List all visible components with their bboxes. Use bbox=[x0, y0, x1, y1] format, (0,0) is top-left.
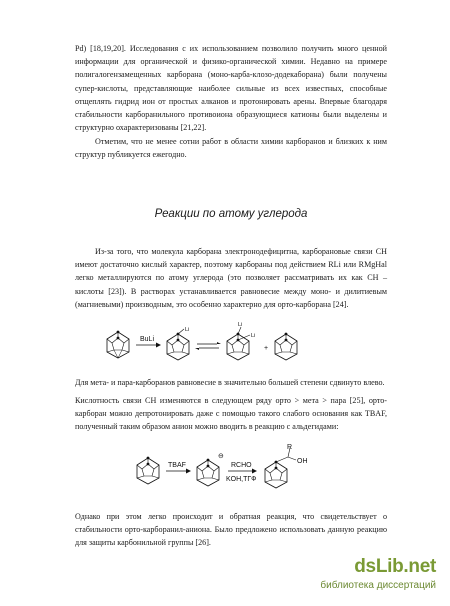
equilibrium-arrows-icon bbox=[195, 342, 221, 350]
conditions-label: KOH,ТГФ bbox=[226, 476, 257, 483]
text-line: супер-кислоты, представляющие наиболее сильные из всех известных, способные bbox=[75, 83, 387, 93]
text-line: стабильности карборанильного противоиона образующиеся катионы были выделены и bbox=[75, 110, 387, 120]
reaction-arrow-icon bbox=[166, 469, 191, 474]
lithium-label: Li bbox=[238, 322, 243, 328]
text-line: Pd) [18,19,20]. Исследования с их использованием позволило получить много ценной bbox=[75, 44, 387, 53]
text-line: легко металлируются по атому углерода (это позволяет рассматривать их как CH – bbox=[75, 273, 387, 283]
plus-sign: + bbox=[264, 345, 269, 352]
scheme-lithiation bbox=[100, 318, 300, 368]
reagent-label: TBAF bbox=[168, 462, 186, 469]
anion-charge-label: ⊖ bbox=[218, 453, 224, 460]
watermark-subtitle: библиотека диссертаций bbox=[320, 580, 436, 591]
text-line: информации для органической и физико-органической химии. Недавно на примере bbox=[75, 57, 387, 67]
carborane-icon bbox=[167, 329, 189, 360]
text-line: полученный таким образом анион можно вводить в реакцию с альдегидами: bbox=[75, 422, 339, 432]
watermark-logo: dsLib.net bbox=[354, 556, 436, 577]
paragraph-annual bbox=[75, 135, 387, 161]
paragraph-intro bbox=[75, 42, 387, 134]
carborane-icon bbox=[265, 448, 296, 488]
text-line: для защиты карбонильной группы [26]. bbox=[75, 538, 211, 548]
reagent-label: BuLi bbox=[140, 336, 155, 343]
text-line: Отметим, что не менее сотни работ в области химии карборанов и близких к ним bbox=[95, 137, 387, 146]
reagent-label: RCHO bbox=[231, 462, 252, 469]
scheme-aldehyde bbox=[130, 444, 330, 494]
paragraph-acidity bbox=[75, 394, 387, 434]
carborane-icon bbox=[107, 331, 129, 358]
reaction-arrow-icon bbox=[136, 343, 161, 348]
carborane-icon bbox=[275, 333, 297, 360]
lithium-label: Li bbox=[185, 327, 190, 333]
text-line: отщеплять гидрид ион от простых алканов и протонировать арены. Впервые благодаря bbox=[75, 96, 387, 106]
paragraph-reverse bbox=[75, 510, 387, 550]
text-line: кислоты [23]). В растворах устанавливается равновесие между моно- и дилитиевым bbox=[75, 286, 387, 296]
text-line: карборан можно депротонировать даже с помощью такого слабого основания как TBAF, bbox=[75, 409, 387, 419]
paragraph-metalation bbox=[75, 245, 387, 311]
text-line: структурно охарактеризованы [21,22]. bbox=[75, 123, 207, 133]
watermark bbox=[316, 556, 436, 596]
text-line: Кислотность связи CH изменяются в следующем ряду орто > мета > пара [25], орто- bbox=[75, 396, 387, 405]
carborane-icon bbox=[137, 457, 159, 484]
carborane-icon bbox=[227, 327, 250, 360]
text-line: Для мета- и пара-карборанов равновесие в значительно большей степени сдвинуто влево. bbox=[75, 378, 385, 387]
reaction-arrow-icon bbox=[228, 469, 257, 474]
text-line: Однако при этом легко происходит и обратная реакция, что свидетельствует о bbox=[75, 512, 387, 521]
paragraph-meta-para bbox=[75, 376, 387, 389]
text-line: Из-за того, что молекула карборана электронодефицитна, карборановые связи CH bbox=[95, 247, 387, 256]
hydroxyl-label: OH bbox=[297, 458, 308, 465]
section-heading: Реакции по атому углерода bbox=[154, 208, 308, 220]
text-line: имеют достаточно кислый характер, поэтому карбораны под действием RLi или RMgHal bbox=[75, 260, 387, 270]
lithium-label: Li bbox=[251, 333, 256, 339]
substituent-label: R bbox=[287, 444, 293, 451]
carborane-icon bbox=[197, 459, 219, 486]
text-line: (магниевыми) производным, это особенно характерно для орто-карборана [24]. bbox=[75, 299, 349, 309]
text-line: стабильности орто-карборанил-аниона. Было предложено использовать данную реакцию bbox=[75, 525, 387, 535]
text-line: структур публикуется ежегодно. bbox=[75, 150, 187, 160]
text-line: полигалогензамещенных карборана (моно-карба-клозо-додекаборана) были получены bbox=[75, 70, 387, 80]
